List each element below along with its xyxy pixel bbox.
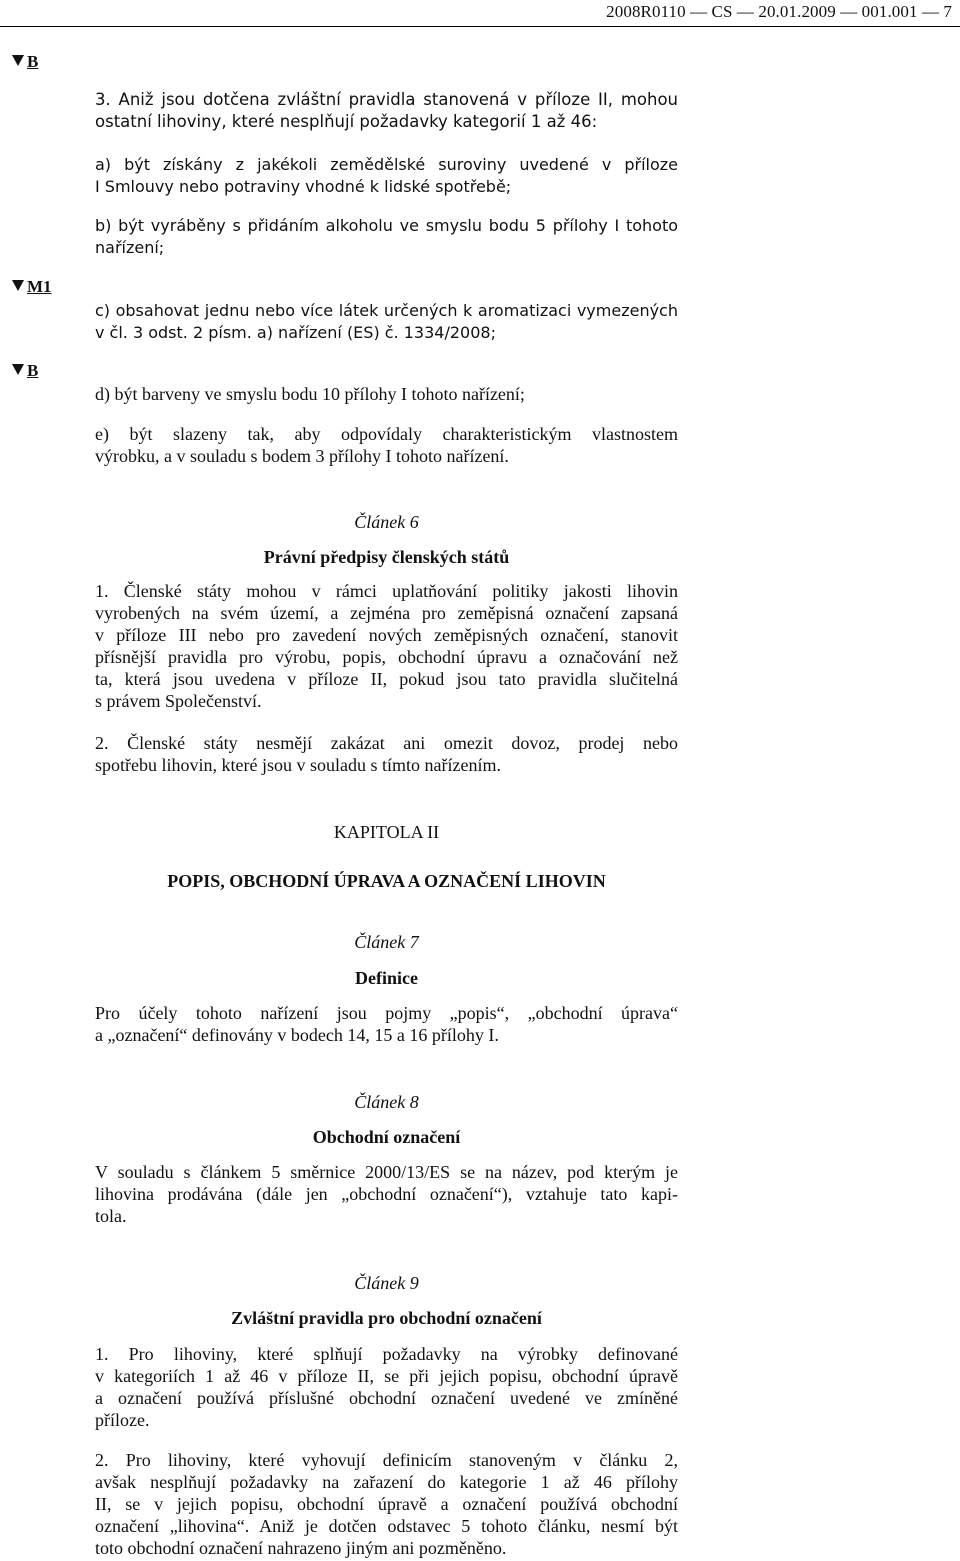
article-6-number: Článek 6 — [354, 512, 419, 532]
article-8-number: Článek 8 — [354, 1092, 419, 1112]
item-d: d) být barveny ve smyslu bodu 10 přílohy I tohoto nařízení; — [95, 384, 525, 404]
amendment-marker-b2: B — [12, 361, 38, 381]
amendment-marker-m1: M1 — [12, 277, 52, 297]
chapter-label: KAPITOLA II — [333, 822, 440, 842]
article-9-paragraph-2: 2. Pro lihoviny, které vyhovují definicím stanoveným v článku 2, avšak nesplňují požadavky na zařazení do kategorie 1 až 46 přílohy II, se v jejich popisu, obchodní úpravě a označení používá obchodní označení „lihovina“. Aniž je dotčen odstavec 5 tohoto článku, nesmí být toto obchodní označení nahrazeno jiným ani pozměněno. — [95, 1450, 678, 1558]
paragraph-3: 3. Aniž jsou dotčena zvláštní pravidla stanovená v příloze II, mohou ostatní lihoviny, které nesplňují požadavky kategorií 1 až 46: — [95, 90, 678, 131]
article-6-paragraph-1: 1. Členské státy mohou v rámci uplatňování politiky jakosti lihovin vyrobených na svém území, a zejména pro zeměpisná označení zapsaná v příloze III nebo pro zavedení nových zeměpisných označení, stanovit přísnější pravidla pro výrobu, popis, obchodní úpravu a označování než ta, která jsou uvedena v příloze II, pokud jsou tato pravidla slučitelná s právem Společenství. — [95, 581, 678, 711]
page-header — [0, 0, 960, 27]
article-7-title: Definice — [355, 968, 418, 988]
document-reference: 2008R0110 — CS — 20.01.2009 — 001.001 — 7 — [606, 2, 952, 21]
article-9-number: Článek 9 — [354, 1273, 419, 1293]
article-8-text: V souladu s článkem 5 směrnice 2000/13/ES se na název, pod kterým je lihovina prodávána (dále jen „obchodní označení“), vztahuje tato kapi- tola. — [95, 1162, 678, 1226]
chapter-title: POPIS, OBCHODNÍ ÚPRAVA A OZNAČENÍ LIHOVIN — [167, 871, 606, 891]
article-7-number: Článek 7 — [354, 932, 419, 952]
triangle-down-icon — [12, 280, 24, 291]
article-7-text: Pro účely tohoto nařízení jsou pojmy „popis“, „obchodní úprava“ a „označení“ definovány v bodech 14, 15 a 16 přílohy I. — [95, 1003, 678, 1045]
triangle-down-icon — [12, 364, 24, 375]
article-6-paragraph-2: 2. Členské státy nesmějí zakázat ani omezit dovoz, prodej nebo spotřebu lihovin, které jsou v souladu s tímto nařízením. — [95, 733, 678, 775]
item-e: e) být slazeny tak, aby odpovídaly charakteristickým vlastnostem výrobku, a v souladu s bodem 3 přílohy I tohoto nařízení. — [95, 424, 678, 466]
item-c: c) obsahovat jednu nebo více látek určených k aromatizaci vymezených v čl. 3 odst. 2 písm. a) nařízení (ES) č. 1334/2008; — [95, 301, 678, 342]
article-9-title: Zvláštní pravidla pro obchodní označení — [231, 1308, 542, 1328]
item-b: b) být vyráběny s přidáním alkoholu ve smyslu bodu 5 přílohy I tohoto nařízení; — [95, 216, 678, 257]
triangle-down-icon — [12, 55, 24, 66]
item-a: a) být získány z jakékoli zemědělské suroviny uvedené v příloze I Smlouvy nebo potraviny vhodné k lidské spotřebě; — [95, 155, 678, 196]
article-6-title: Právní předpisy členských států — [263, 547, 510, 567]
article-8-title: Obchodní označení — [312, 1127, 461, 1147]
amendment-marker-b: B — [12, 52, 38, 72]
article-9-paragraph-1: 1. Pro lihoviny, které splňují požadavky na výrobky definované v kategoriích 1 až 46 v příloze II, se při jejich popisu, obchodní úpravě a označení používá příslušné obchodní označení uvedené ve zmíněné příloze. — [95, 1344, 678, 1430]
